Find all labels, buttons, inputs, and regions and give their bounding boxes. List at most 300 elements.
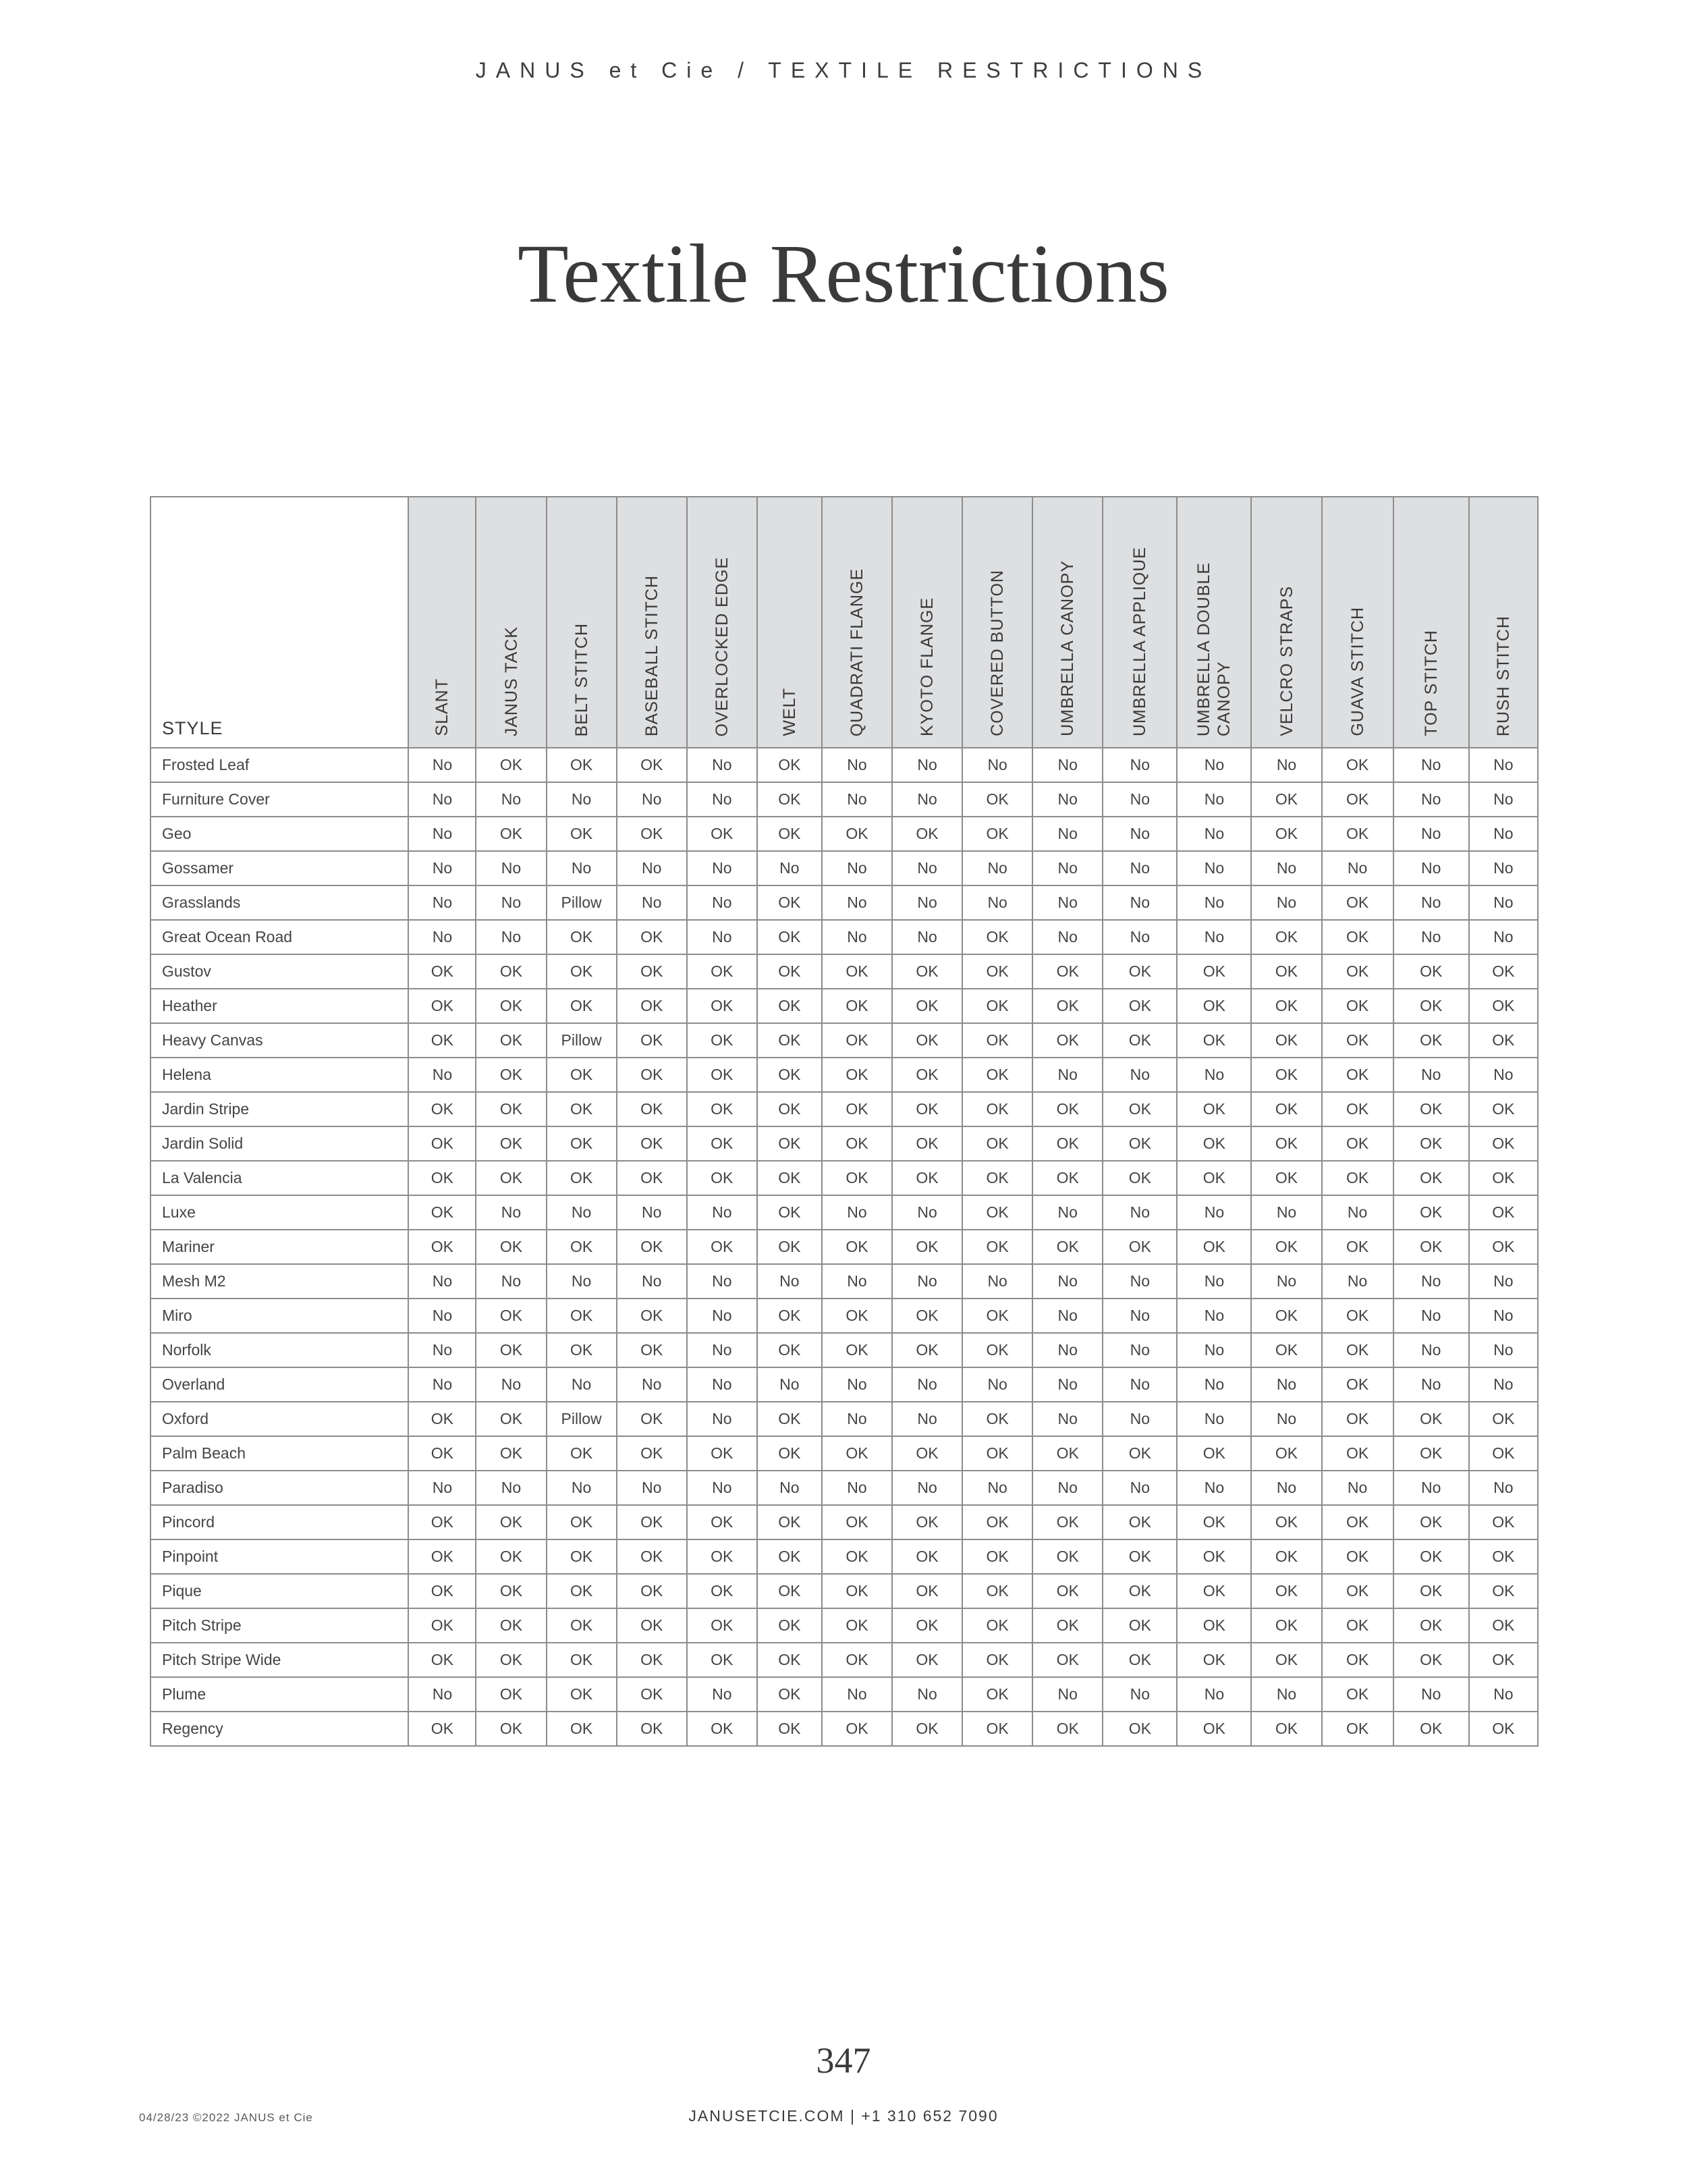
restriction-cell: No (1469, 851, 1538, 885)
restriction-cell: OK (476, 1092, 546, 1126)
column-header (1103, 497, 1177, 748)
restriction-cell: No (962, 1264, 1032, 1299)
restriction-cell: OK (617, 1436, 687, 1471)
restriction-cell: No (1393, 1058, 1469, 1092)
restriction-cell: No (1177, 1402, 1251, 1436)
restriction-cell: No (1469, 885, 1538, 920)
restriction-cell: OK (1251, 817, 1321, 851)
restriction-cell: OK (1177, 1574, 1251, 1608)
restriction-cell: No (892, 1402, 962, 1436)
restriction-cell: OK (1393, 1126, 1469, 1161)
restriction-cell: No (617, 851, 687, 885)
restriction-cell: OK (408, 1539, 476, 1574)
table-row (150, 1436, 1538, 1471)
restriction-cell: OK (687, 1505, 757, 1539)
restriction-cell: No (1251, 1367, 1321, 1402)
restriction-cell: OK (892, 817, 962, 851)
restriction-cell: OK (547, 1677, 617, 1712)
restriction-cell: OK (757, 1677, 822, 1712)
restriction-cell: No (687, 920, 757, 954)
restriction-cell: No (1103, 1195, 1177, 1230)
restriction-cell: OK (408, 1023, 476, 1058)
restriction-cell: No (1103, 748, 1177, 782)
restriction-cell: OK (547, 954, 617, 989)
restriction-cell: No (687, 1471, 757, 1505)
restriction-cell: No (892, 1367, 962, 1402)
restriction-cell: No (1322, 851, 1393, 885)
restriction-cell: OK (1322, 920, 1393, 954)
restriction-cell: OK (476, 1126, 546, 1161)
restriction-cell: OK (962, 1299, 1032, 1333)
restriction-cell: OK (1032, 1230, 1103, 1264)
restriction-cell: OK (547, 1643, 617, 1677)
restriction-cell: OK (476, 1505, 546, 1539)
style-name-cell: Plume (150, 1677, 408, 1712)
restriction-cell: OK (892, 1643, 962, 1677)
restriction-cell: OK (892, 1230, 962, 1264)
restriction-cell: OK (757, 1436, 822, 1471)
restriction-cell: OK (1032, 954, 1103, 989)
restriction-cell: No (547, 851, 617, 885)
restriction-cell: No (1103, 1333, 1177, 1367)
restriction-cell: No (617, 885, 687, 920)
style-name-cell: Pitch Stripe (150, 1608, 408, 1643)
restriction-cell: OK (1032, 1092, 1103, 1126)
restriction-cell: OK (617, 1505, 687, 1539)
restriction-cell: No (1032, 748, 1103, 782)
restriction-cell: OK (962, 782, 1032, 817)
style-column-header (150, 497, 408, 748)
style-name-cell: Mariner (150, 1230, 408, 1264)
restriction-cell: OK (757, 782, 822, 817)
restriction-cell: OK (1322, 1126, 1393, 1161)
restriction-cell: No (892, 782, 962, 817)
restriction-cell: OK (1103, 1505, 1177, 1539)
restriction-cell: OK (1322, 1161, 1393, 1195)
restriction-cell: OK (757, 954, 822, 989)
restriction-cell: OK (962, 1023, 1032, 1058)
restriction-cell: OK (1177, 1023, 1251, 1058)
restriction-cell: OK (1103, 1643, 1177, 1677)
column-header (687, 497, 757, 748)
restriction-cell: No (1103, 782, 1177, 817)
restriction-cell: OK (476, 1058, 546, 1092)
restriction-cell: No (757, 1367, 822, 1402)
restriction-cell: OK (1469, 954, 1538, 989)
table-row (150, 1712, 1538, 1746)
restriction-cell: OK (1103, 954, 1177, 989)
restriction-cell: OK (617, 1299, 687, 1333)
restriction-cell: OK (757, 1230, 822, 1264)
restriction-cell: OK (476, 1333, 546, 1367)
restriction-cell: Pillow (547, 1402, 617, 1436)
restriction-cell: No (1322, 1195, 1393, 1230)
restriction-cell: No (1103, 1402, 1177, 1436)
restriction-cell: OK (547, 1505, 617, 1539)
restriction-cell: No (1469, 920, 1538, 954)
style-name-cell: Pinpoint (150, 1539, 408, 1574)
restriction-cell: No (476, 782, 546, 817)
restriction-cell: OK (1469, 1436, 1538, 1471)
restriction-cell: OK (617, 989, 687, 1023)
restriction-cell: OK (962, 817, 1032, 851)
restriction-cell: OK (822, 1539, 892, 1574)
restriction-cell: OK (547, 1712, 617, 1746)
restriction-cell: No (892, 1471, 962, 1505)
restriction-cell: OK (1393, 1161, 1469, 1195)
table-row (150, 989, 1538, 1023)
restriction-cell: No (408, 817, 476, 851)
restriction-cell: No (1032, 1677, 1103, 1712)
restriction-cell: No (962, 748, 1032, 782)
restriction-cell: OK (892, 1574, 962, 1608)
restriction-cell: No (757, 1471, 822, 1505)
column-header-label: JANUS TACK (501, 626, 521, 736)
restriction-cell: OK (757, 989, 822, 1023)
restriction-cell: OK (687, 1712, 757, 1746)
restriction-cell: OK (408, 1230, 476, 1264)
restriction-cell: OK (1469, 1402, 1538, 1436)
restriction-cell: OK (1469, 1712, 1538, 1746)
footer-date-copyright: 04/28/23 ©2022 JANUS et Cie (139, 2111, 313, 2124)
style-name-cell: Heather (150, 989, 408, 1023)
table-row (150, 851, 1538, 885)
restriction-cell: OK (1032, 1161, 1103, 1195)
restriction-cell: OK (1469, 1092, 1538, 1126)
table-row (150, 1402, 1538, 1436)
column-header-label: WELT (779, 688, 799, 736)
restriction-cell: No (1393, 885, 1469, 920)
restriction-cell: OK (1322, 989, 1393, 1023)
restriction-cell: OK (617, 1126, 687, 1161)
restriction-cell: No (1032, 1367, 1103, 1402)
restriction-cell: OK (962, 1333, 1032, 1367)
restriction-cell: No (408, 1058, 476, 1092)
restriction-cell: No (687, 885, 757, 920)
restriction-cell: OK (1177, 989, 1251, 1023)
restriction-cell: OK (1251, 1643, 1321, 1677)
restriction-cell: OK (1322, 748, 1393, 782)
restriction-cell: No (547, 1367, 617, 1402)
restriction-cell: No (1393, 782, 1469, 817)
restriction-cell: No (1103, 851, 1177, 885)
restriction-cell: OK (547, 1058, 617, 1092)
restriction-cell: No (1032, 1471, 1103, 1505)
restriction-cell: OK (892, 1608, 962, 1643)
restriction-cell: OK (1251, 1092, 1321, 1126)
restriction-cell: OK (687, 1023, 757, 1058)
restriction-cell: OK (822, 1092, 892, 1126)
restriction-cell: OK (1322, 1712, 1393, 1746)
restriction-cell: OK (547, 1092, 617, 1126)
restriction-cell: No (1251, 1264, 1321, 1299)
restriction-cell: OK (476, 817, 546, 851)
restriction-cell: No (1032, 1264, 1103, 1299)
restriction-cell: OK (962, 1712, 1032, 1746)
restriction-cell: OK (1251, 782, 1321, 817)
restriction-cell: No (1251, 885, 1321, 920)
restriction-cell: OK (1393, 1436, 1469, 1471)
restriction-cell: No (1177, 782, 1251, 817)
restriction-cell: OK (1032, 1436, 1103, 1471)
restriction-cell: OK (1251, 1608, 1321, 1643)
restriction-cell: OK (617, 1402, 687, 1436)
restriction-cell: OK (1393, 1195, 1469, 1230)
restriction-cell: OK (1322, 1505, 1393, 1539)
restriction-cell: OK (1032, 1505, 1103, 1539)
restriction-cell: OK (1393, 1505, 1469, 1539)
restriction-cell: No (822, 1367, 892, 1402)
restriction-cell: No (1393, 1299, 1469, 1333)
restriction-cell: OK (892, 1023, 962, 1058)
restriction-cell: No (1032, 1058, 1103, 1092)
restriction-cell: OK (962, 1574, 1032, 1608)
restriction-cell: OK (408, 1505, 476, 1539)
restriction-cell: OK (892, 989, 962, 1023)
restriction-cell: OK (1469, 1161, 1538, 1195)
restriction-cell: No (1032, 1299, 1103, 1333)
table-body (150, 748, 1538, 1746)
restriction-cell: OK (476, 1608, 546, 1643)
restriction-cell: OK (1393, 1712, 1469, 1746)
running-head: JANUS et Cie / TEXTILE RESTRICTIONS (475, 58, 1212, 82)
restriction-cell: OK (962, 1436, 1032, 1471)
restriction-cell: OK (962, 1126, 1032, 1161)
restriction-cell: No (1032, 817, 1103, 851)
table-row (150, 1574, 1538, 1608)
column-header (476, 497, 546, 748)
restriction-cell: No (476, 851, 546, 885)
style-name-cell: La Valencia (150, 1161, 408, 1195)
restriction-cell: OK (757, 1161, 822, 1195)
restriction-cell: OK (1251, 1126, 1321, 1161)
restriction-cell: No (408, 748, 476, 782)
restriction-cell: OK (1322, 1574, 1393, 1608)
restriction-cell: No (1251, 851, 1321, 885)
restriction-cell: No (822, 1402, 892, 1436)
restriction-cell: OK (617, 817, 687, 851)
restriction-cell: Pillow (547, 1023, 617, 1058)
restriction-cell: No (687, 1299, 757, 1333)
restriction-cell: No (408, 1264, 476, 1299)
restriction-cell: No (547, 1264, 617, 1299)
restriction-cell: OK (547, 1608, 617, 1643)
column-header (1177, 497, 1251, 748)
restriction-cell: OK (617, 1023, 687, 1058)
restriction-cell: No (1032, 1333, 1103, 1367)
column-header-label: GUAVA STITCH (1348, 607, 1367, 736)
restriction-cell: OK (962, 1608, 1032, 1643)
restriction-cell: No (757, 851, 822, 885)
restriction-cell: OK (547, 1574, 617, 1608)
restriction-cell: No (962, 1367, 1032, 1402)
restriction-cell: OK (1103, 1436, 1177, 1471)
restriction-cell: OK (1469, 1643, 1538, 1677)
table-row (150, 1539, 1538, 1574)
restriction-cell: OK (617, 1712, 687, 1746)
restriction-cell: No (476, 1195, 546, 1230)
column-header-label: SLANT (433, 678, 452, 736)
restriction-cell: OK (892, 1058, 962, 1092)
column-header (547, 497, 617, 748)
restriction-cell: OK (1177, 1505, 1251, 1539)
restriction-cell: No (822, 920, 892, 954)
restriction-cell: No (1103, 1058, 1177, 1092)
restriction-cell: OK (1393, 1608, 1469, 1643)
restriction-cell: No (476, 1367, 546, 1402)
restriction-cell: No (1469, 1299, 1538, 1333)
restriction-cell: OK (1251, 1023, 1321, 1058)
column-header-label: BELT STITCH (572, 622, 591, 736)
restriction-cell: No (1177, 851, 1251, 885)
restriction-cell: OK (822, 1643, 892, 1677)
restriction-cell: OK (1322, 1677, 1393, 1712)
restriction-cell: OK (476, 989, 546, 1023)
style-name-cell: Palm Beach (150, 1436, 408, 1471)
restriction-cell: No (1393, 920, 1469, 954)
restriction-cell: OK (757, 817, 822, 851)
restriction-cell: OK (962, 1161, 1032, 1195)
restriction-cell: OK (617, 1539, 687, 1574)
restriction-cell: No (1103, 1367, 1177, 1402)
restriction-cell: OK (757, 1643, 822, 1677)
restriction-cell: OK (822, 1574, 892, 1608)
restriction-cell: OK (1469, 1126, 1538, 1161)
style-name-cell: Heavy Canvas (150, 1023, 408, 1058)
table-row (150, 1608, 1538, 1643)
restriction-cell: OK (1322, 1539, 1393, 1574)
restriction-cell: No (1177, 920, 1251, 954)
restriction-cell: OK (892, 1539, 962, 1574)
restriction-cell: OK (1177, 954, 1251, 989)
table-row (150, 1299, 1538, 1333)
restriction-cell: OK (822, 1058, 892, 1092)
table-row (150, 782, 1538, 817)
restriction-cell: No (962, 885, 1032, 920)
style-name-cell: Paradiso (150, 1471, 408, 1505)
restriction-cell: OK (617, 1161, 687, 1195)
restriction-cell: OK (962, 1643, 1032, 1677)
restriction-cell: Pillow (547, 885, 617, 920)
restriction-cell: No (687, 1677, 757, 1712)
column-header-label: KYOTO FLANGE (918, 597, 937, 736)
restriction-cell: No (1177, 748, 1251, 782)
restriction-cell: No (1322, 1471, 1393, 1505)
restriction-cell: No (1393, 817, 1469, 851)
restriction-cell: OK (822, 1608, 892, 1643)
restriction-cell: No (1177, 1195, 1251, 1230)
column-header (757, 497, 822, 748)
restriction-cell: No (476, 885, 546, 920)
restriction-cell: OK (617, 748, 687, 782)
column-header-label: OVERLOCKED EDGE (712, 556, 731, 736)
restriction-cell: OK (1393, 1574, 1469, 1608)
restriction-cell: No (1469, 817, 1538, 851)
restriction-cell: OK (1251, 1539, 1321, 1574)
restriction-cell: OK (476, 1299, 546, 1333)
restriction-cell: No (408, 1677, 476, 1712)
table-row (150, 1161, 1538, 1195)
restriction-cell: OK (476, 1161, 546, 1195)
restriction-cell: OK (1103, 1161, 1177, 1195)
restriction-cell: No (687, 748, 757, 782)
style-name-cell: Great Ocean Road (150, 920, 408, 954)
restriction-cell: OK (757, 1058, 822, 1092)
restriction-cell: OK (1032, 1643, 1103, 1677)
style-name-cell: Frosted Leaf (150, 748, 408, 782)
restriction-cell: No (892, 851, 962, 885)
table-row (150, 1677, 1538, 1712)
restriction-cell: No (1251, 1195, 1321, 1230)
style-name-cell: Jardin Stripe (150, 1092, 408, 1126)
restriction-cell: OK (1469, 1574, 1538, 1608)
restriction-cell: OK (1322, 885, 1393, 920)
column-header-label: COVERED BUTTON (988, 570, 1007, 736)
restriction-cell: OK (687, 989, 757, 1023)
restriction-cell: OK (757, 1539, 822, 1574)
restriction-cell: OK (822, 989, 892, 1023)
restriction-cell: OK (408, 1402, 476, 1436)
restriction-cell: OK (1177, 1539, 1251, 1574)
restriction-cell: No (1251, 1471, 1321, 1505)
restriction-cell: OK (476, 1023, 546, 1058)
page-title: Textile Restrictions (518, 227, 1169, 320)
restriction-cell: OK (408, 989, 476, 1023)
restriction-cell: No (408, 920, 476, 954)
restriction-cell: No (1032, 851, 1103, 885)
restriction-cell: OK (617, 954, 687, 989)
table-row (150, 1230, 1538, 1264)
restriction-cell: OK (757, 1712, 822, 1746)
restriction-cell: No (617, 1195, 687, 1230)
restriction-cell: No (617, 1471, 687, 1505)
restriction-cell: OK (1469, 989, 1538, 1023)
restriction-cell: OK (476, 1539, 546, 1574)
style-name-cell: Pique (150, 1574, 408, 1608)
restriction-cell: OK (408, 1161, 476, 1195)
restriction-cell: OK (892, 1333, 962, 1367)
restriction-cell: OK (476, 1402, 546, 1436)
restriction-cell: No (1393, 1264, 1469, 1299)
restriction-cell: OK (1251, 1436, 1321, 1471)
restriction-cell: OK (757, 1092, 822, 1126)
restriction-cell: No (1251, 1677, 1321, 1712)
restriction-cell: No (687, 782, 757, 817)
restriction-cell: OK (1469, 1195, 1538, 1230)
restriction-cell: No (476, 1471, 546, 1505)
restriction-cell: No (1177, 1471, 1251, 1505)
restriction-cell: No (892, 885, 962, 920)
restriction-cell: No (1032, 920, 1103, 954)
restriction-cell: OK (1251, 920, 1321, 954)
restriction-cell: OK (687, 1161, 757, 1195)
restriction-cell: OK (1032, 1126, 1103, 1161)
restriction-cell: No (822, 748, 892, 782)
restriction-cell: No (1469, 782, 1538, 817)
restriction-cell: No (617, 782, 687, 817)
restriction-cell: No (617, 1264, 687, 1299)
column-header-label: UMBRELLA APPLIQUE (1130, 546, 1150, 736)
restriction-cell: OK (757, 1333, 822, 1367)
restriction-cell: OK (547, 1436, 617, 1471)
restriction-cell: OK (1251, 1161, 1321, 1195)
style-name-cell: Norfolk (150, 1333, 408, 1367)
restriction-cell: OK (962, 1677, 1032, 1712)
restriction-cell: No (1393, 851, 1469, 885)
restriction-cell: No (1103, 1677, 1177, 1712)
restriction-cell: OK (822, 1505, 892, 1539)
footer-contact: JANUSETCIE.COM | +1 310 652 7090 (688, 2107, 999, 2125)
